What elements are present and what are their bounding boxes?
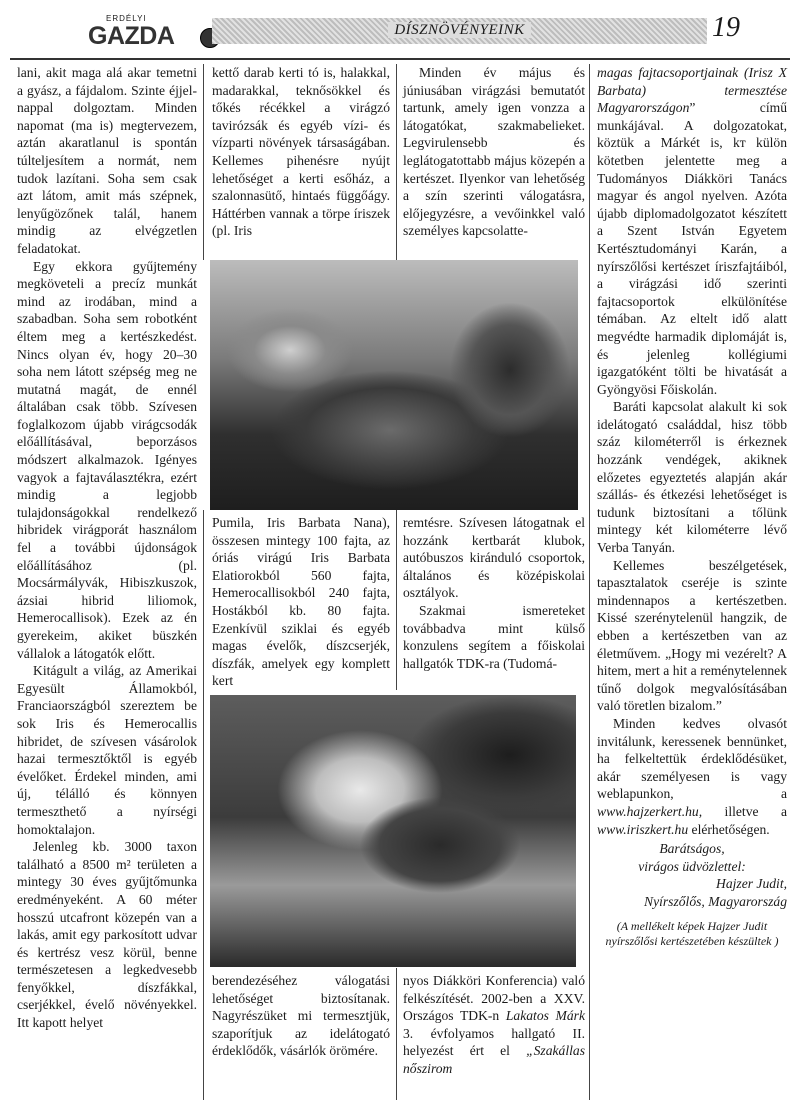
paragraph	[403, 972, 585, 1078]
article-column-2-middle	[212, 514, 390, 690]
text-run: nyos Diákköri Konferencia) való felkészítését. 2002-ben a XXV. Országos TDK-n	[403, 973, 585, 1024]
paragraph: Szakmai ismereteket továbbadva mint külső konzulens segítem a főiskolai hallgatók TDK-ra (Tudomá-	[403, 602, 585, 671]
column-divider	[396, 64, 397, 260]
website-link-1: www.hajzerkert.hu,	[597, 803, 703, 819]
thesis-title: magas fajtacsoportjainak (Irisz X Barbata) termesztése Magyarországon	[597, 65, 787, 116]
text-run: illetve a	[724, 803, 787, 819]
closing-line: Barátságos,	[659, 841, 725, 857]
paragraph: Pumila, Iris Barbata Nana), összesen mintegy 100 fajta, az óriás virágú Iris Barbata Elatiorokból 560 fajta, Hemerocallisokból 240 fajta, Hostákból kb. 80 fajta. Ezenkívül sziklai és egyéb magas évelők, díszcserjék, díszfák, amelyek egy komplett kert	[212, 515, 390, 689]
garden-photo-iris-beds	[210, 260, 578, 510]
paragraph: berendezéséhez válogatási lehetőséget biztosítanak. Nagyrészüket mi termesztjük, szaporítjuk az idelátogató érdeklődők, vásárlók örömére.	[212, 973, 390, 1059]
article-column-3-top	[403, 64, 585, 240]
section-bar	[212, 18, 707, 44]
text-run: elérhetőségen.	[691, 821, 770, 837]
column-divider	[203, 64, 204, 260]
paragraph: Kellemes beszélgetések, tapasztalatok cseréje is szinte mindennapos a kertészetben. Kissé szerénytelenül hangzik, de ebben a kertészetben van az életművem. „Hogy mi vezérelt? A hitem, mert a hit a reménytelennek tűnő dolgok megvalósításában való töretlen bizalom.”	[597, 557, 787, 714]
article-column-1	[17, 64, 197, 1094]
column-divider	[396, 510, 397, 690]
paragraph: remtésre. Szívesen látogatnak el hozzánk kertbarát klubok, autóbuszos kiránduló csoportok, általános és középiskolai osztályok.	[403, 515, 585, 601]
page-number: 19	[712, 12, 740, 43]
student-name: Lakatos Márk	[505, 1008, 585, 1024]
thesis-title-start: „Szakállas nőszirom	[403, 1043, 585, 1076]
section-title: DÍSZNÖVÉNYEINK	[388, 22, 530, 38]
text-run: ” című munkájával. A dolgozatokat, köztük a Márkét is, kт külön kötetben jelentette meg a Tudományos Diákköri Tanács magyar és angol nyelven. Azóta újabb diplomadolgozatot készített a Szent István Egyetem Kertésztudományi Karán, a nyírszőlősi kertészet íriszfajtáiból, a virágzási idő szerinti fajtacsoportok elkülönítése témában. Az eltelt idő alatt megvédte harmadik diplomáját is, és jelenleg kollégiumi igazgatóként tölti be hivatását a Gyöngyösi Főiskolán.	[597, 100, 787, 397]
closing-line: virágos üdvözlettel:	[638, 858, 746, 874]
paragraph: Baráti kapcsolat alakult ki sok idelátogató családdal, hisz több száz kilométerről is érkeznek hozzánk vendégek, akiknek előzetes egyeztetés alapján akár szállás- és étkezési lehetőséget is tudunk biztosítani a tőlünk mintegy két kilométerre lévő Verba Tanyán.	[597, 399, 787, 556]
paragraph: lani, akit maga alá akar temetni a gyász, a fájdalom. Szinte éjjel-nappal dolgoztam. Minden napomat (ma is) megtervezem, aztán akaratlanul is spontán túlteljesítem a normát, nem tudok lazítani. Soha sem csak azt látom, amit más szépnek, lenyűgözőnek talál, hanem mindig az elvégzetlen feladatokat.	[17, 65, 197, 256]
magazine-logo	[88, 14, 208, 50]
logo-small-text: ERDÉLYI	[106, 14, 147, 23]
website-link-2: www.iriszkert.hu	[597, 821, 689, 837]
author-name: Hajzer Judit,	[716, 876, 787, 892]
article-column-3-middle	[403, 514, 585, 672]
article-column-2-top	[212, 64, 390, 240]
column-divider	[589, 64, 590, 1100]
paragraph: Egy ekkora gyűjtemény megköveteli a precíz munkát mind az irodában, mind a szabadban. Soha sem robotként éltem meg a kertészkedést. Nincs olyan év, hogy 20–30 soha nem látott szépség meg ne mutatná magát, de ennél általában csak több. Szívesen foglalkozom újabb virágcsodák előállításával, beporzásos módszert alkalmazok. Igényes vagyok a fajtaválasztékra, ezért mindig a legjobb tulajdonságokkal rendelkező hibridek virágporát használom fel a további újdonságok előállításához (pl. Mocsármályvák, Hibiszkuszok, ázsiai hibrid liliomok, Hemerocallisok). Ezek az én gyerekeim, akiket büszkén vállalok a látogatók előtt.	[17, 258, 197, 661]
article-column-3-bottom	[403, 972, 585, 1078]
logo-big-text: GAZDA	[88, 22, 175, 50]
text-run: 3. évfolyamos hallgató II. helyezést ért el	[403, 1025, 585, 1059]
column-divider	[203, 510, 204, 1100]
header-rule	[10, 58, 790, 60]
paragraph	[597, 64, 787, 398]
paragraph: Minden év május és júniusában virágzási bemutatót tartunk, amely igen vonzza a látogatókat, szakmabelieket. Legvirulensebb és leglátogatottabb május közepén a kertészet. Ilyenkor van lehetőség a szín szerinti válogatásra, előjegyzésre, a vevőinkkel való személyes kapcsolatte-	[403, 65, 585, 239]
article-column-4	[597, 64, 787, 949]
paragraph	[597, 715, 787, 838]
page-header	[0, 0, 800, 60]
paragraph: Kitágult a világ, az Amerikai Egyesült Államokból, Franciaországból szereztem be sok Iris és Hemerocallis hibridet, de szívesen vásárolok hazai termesztőktől is egyéb évelőket. Érdekel minden, ami új, télálló és könnyen termeszthető a nyírségi homoktalajon.	[17, 663, 197, 837]
paragraph: Jelenleg kb. 3000 taxon található a 8500 m² területen a mintegy 30 éves gyűjtőmunka eredményeként. A 60 méter hosszú utcafront közepén van a lakás, amit egy parkosított udvar és kertrész vesz körül, benne természetesen a legkedvesebb fenyőkkel, díszfákkal, cserjékkel, évelő növényekkel. Itt kapott helyet	[17, 839, 197, 1031]
author-location: Nyírszőlős, Magyarország	[644, 893, 787, 909]
photo-credit-note: (A mellékelt képek Hajzer Judit nyírszőlősi kertészetében készültek )	[605, 918, 779, 948]
paragraph: kettő darab kerti tó is, halakkal, madarakkal, teknősökkel és tőkés récékkel a virágzó tavirózsák és egyéb vízi- és vízparti növények társaságában. Kellemes pihenésre nyújt lehetőséget a kerti esőház, a szalonnasütő, hintaés függőágy. Háttérben vannak a törpe íriszek (pl. Iris	[212, 65, 390, 239]
garden-photo-pond	[210, 695, 576, 967]
text-run: Minden kedves olvasót invitálunk, keressenek bennünket, ha felkeltettük érdeklődésüket, akár személyesen is vagy weblapunkon, a	[597, 715, 787, 802]
column-divider	[396, 968, 397, 1100]
article-column-2-bottom	[212, 972, 390, 1060]
